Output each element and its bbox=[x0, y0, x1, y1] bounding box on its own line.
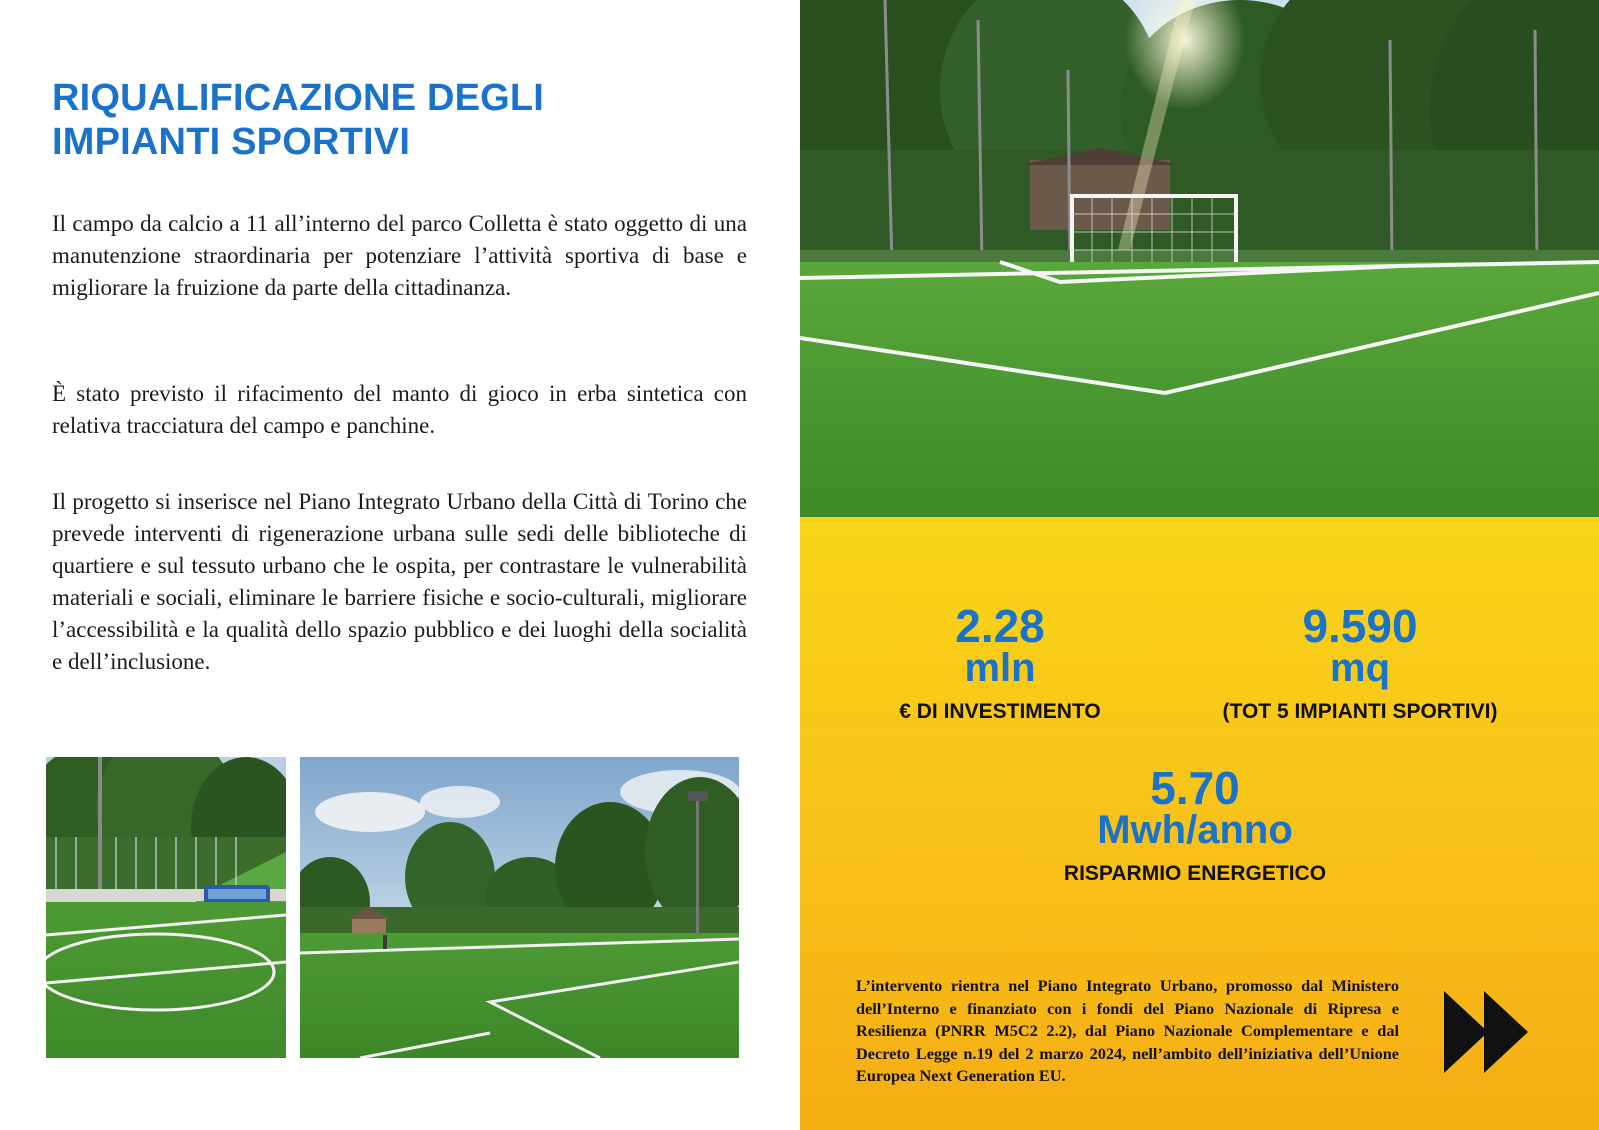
investment-value: 2.28 bbox=[955, 600, 1045, 652]
stats-panel bbox=[800, 517, 1599, 1130]
page-title bbox=[52, 76, 752, 164]
title-line-2: IMPIANTI SPORTIVI bbox=[52, 121, 411, 163]
football-field-hero-photo bbox=[800, 0, 1599, 517]
body-paragraph-1: Il campo da calcio a 11 all’interno del parco Colletta è stato oggetto di una manutenzione straordinaria per potenziare l’attività sportiva di base e migliorare la fruizione da parte della cittadinanza. bbox=[52, 211, 747, 300]
energy-value: 5.70 bbox=[1150, 762, 1240, 814]
body-paragraph-2: È stato previsto il rifacimento del manto di gioco in erba sintetica con relativa tracciatura del campo e panchine. bbox=[52, 381, 747, 438]
area-unit: mq bbox=[1330, 646, 1390, 690]
energy-unit: Mwh/anno bbox=[1097, 808, 1293, 852]
investment-unit: mln bbox=[964, 646, 1036, 690]
area-label: (TOT 5 IMPIANTI SPORTIVI) bbox=[1222, 700, 1498, 723]
energy-stat bbox=[1020, 762, 1370, 887]
area-stat bbox=[1190, 600, 1530, 725]
next-page-button[interactable] bbox=[1444, 989, 1534, 1075]
title-line-1: RIQUALIFICAZIONE DEGLI bbox=[52, 77, 545, 119]
investment-stat bbox=[860, 600, 1140, 725]
field-floodlight-photo bbox=[300, 757, 739, 1058]
body-paragraph-3: Il progetto si inserisce nel Piano Integrato Urbano della Città di Torino che prevede interventi di rigenerazione urbana sulle sedi delle biblioteche di quartiere e sul tessuto urbano che le ospita, per contrastare le vulnerabilità materiali e sociali, eliminare le barriere fisiche e socio-culturali, migliorare l’accessibilità e la qualità dello spazio pubblico e dei luoghi della socialità e dell’inclusione. bbox=[52, 489, 747, 674]
funding-footnote: L’intervento rientra nel Piano Integrato Urbano, promosso dal Ministero dell’Interno e finanziato con i fondi del Piano Nazionale di Ripresa e Resilienza (PNRR M5C2 2.2), dal Piano Nazionale Complementare e dal Decreto Legge n.19 del 2 marzo 2024, nell’ambito dell’iniziativa dell’Unione Europea Next Generation EU. bbox=[856, 976, 1399, 1085]
field-bench-photo bbox=[46, 757, 286, 1058]
field-bench-illustration bbox=[46, 757, 286, 1058]
field-floodlight-illustration bbox=[300, 757, 739, 1058]
investment-label: € DI INVESTIMENTO bbox=[899, 700, 1101, 723]
football-goal-illustration bbox=[800, 0, 1599, 517]
energy-label: RISPARMIO ENERGETICO bbox=[1063, 862, 1327, 885]
area-value: 9.590 bbox=[1302, 600, 1418, 652]
fast-forward-icon bbox=[1444, 989, 1534, 1075]
right-page bbox=[800, 0, 1599, 1130]
